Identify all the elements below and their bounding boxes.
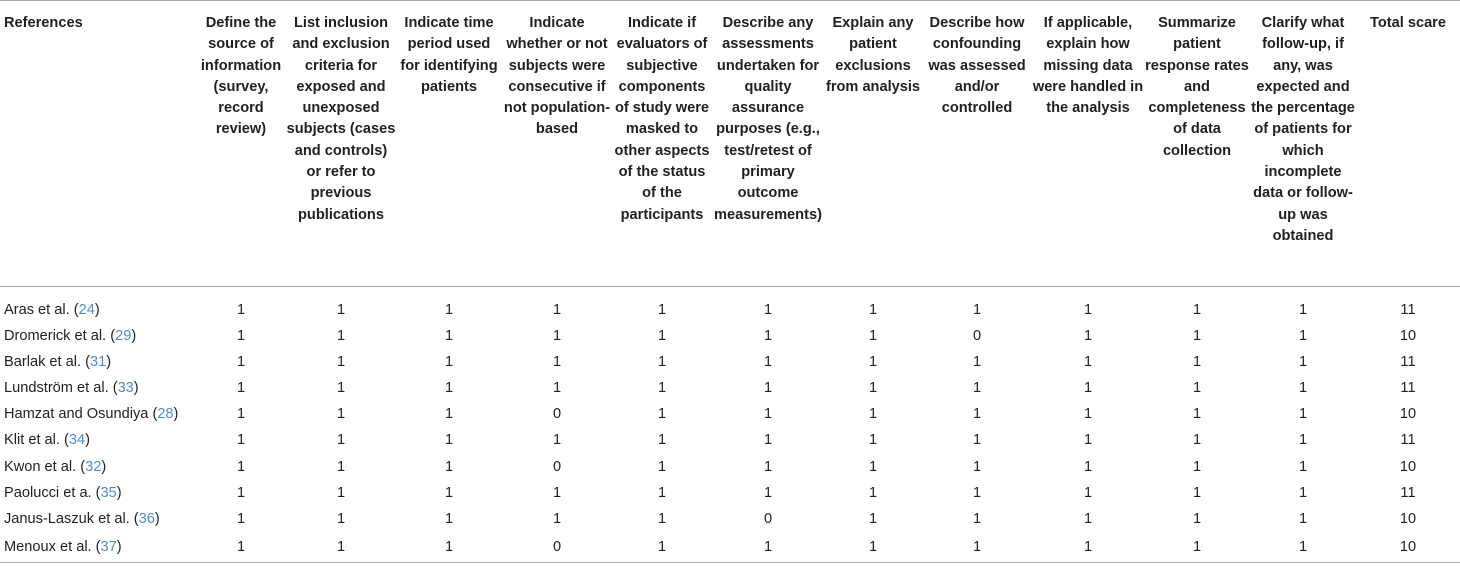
reference-tail: ) — [101, 458, 107, 475]
citation-link[interactable]: 35 — [100, 484, 117, 501]
header-missing-data: If applicable, explain how missing data were handled in the analysis — [1032, 1, 1144, 287]
score-cell: 1 — [1298, 432, 1308, 449]
score-cell: 1 — [763, 353, 773, 370]
reference-tail: ) — [94, 301, 100, 318]
score-cell: 1 — [236, 510, 246, 527]
reference-name: Janus-Laszuk et al. ( — [4, 510, 139, 527]
score-cell: 1 — [552, 301, 562, 318]
header-row — [0, 1, 1460, 287]
reference-cell — [0, 506, 196, 532]
total-score-cell: 11 — [1400, 432, 1416, 449]
table-row — [0, 287, 1460, 323]
score-cell: 1 — [1083, 327, 1093, 344]
score-cell: 1 — [1083, 353, 1093, 370]
score-cell: 1 — [1083, 484, 1093, 501]
header-masked-evaluators: Indicate if evaluators of subjective components of study were masked to other aspects of the status of the participants — [612, 1, 712, 287]
score-cell: 1 — [444, 458, 454, 475]
score-cell: 1 — [657, 353, 667, 370]
reference-name: Dromerick et al. ( — [4, 327, 116, 344]
score-cell: 1 — [336, 353, 346, 370]
score-cell: 1 — [1298, 406, 1308, 423]
score-cell: 1 — [1192, 484, 1202, 501]
score-cell: 1 — [444, 484, 454, 501]
score-cell: 0 — [972, 327, 982, 344]
score-cell: 1 — [552, 353, 562, 370]
reference-name: Hamzat and Osundiya ( — [4, 406, 158, 423]
score-cell: 1 — [236, 327, 246, 344]
score-cell: 1 — [336, 327, 346, 344]
score-cell: 1 — [657, 432, 667, 449]
score-cell: 1 — [1192, 432, 1202, 449]
score-cell: 1 — [972, 510, 982, 527]
header-response-rates: Summarize patient response rates and completeness of data collection — [1144, 1, 1250, 287]
score-cell: 1 — [444, 432, 454, 449]
table-row — [0, 349, 1460, 375]
header-follow-up: Clarify what follow-up, if any, was expected and the percentage of patients for which incomplete data or follow-up was obtained — [1250, 1, 1356, 287]
score-cell: 1 — [552, 327, 562, 344]
citation-link[interactable]: 32 — [85, 458, 102, 475]
score-cell: 1 — [657, 301, 667, 318]
score-cell: 1 — [444, 301, 454, 318]
citation-link[interactable]: 36 — [138, 510, 155, 527]
reference-tail: ) — [133, 379, 139, 396]
citation-link[interactable]: 29 — [115, 327, 132, 344]
header-total-score: Total scare — [1356, 1, 1460, 287]
score-cell: 1 — [236, 432, 246, 449]
total-score-cell: 11 — [1400, 301, 1416, 318]
total-score-cell: 10 — [1399, 327, 1417, 344]
score-cell: 1 — [552, 484, 562, 501]
score-cell: 1 — [336, 458, 346, 475]
score-cell: 1 — [1083, 406, 1093, 423]
score-cell: 1 — [657, 458, 667, 475]
score-cell: 1 — [1298, 353, 1308, 370]
header-time-period: Indicate time period used for identifying patients — [396, 1, 502, 287]
score-cell: 1 — [336, 379, 346, 396]
score-cell: 1 — [868, 458, 878, 475]
score-cell: 1 — [868, 327, 878, 344]
score-cell: 1 — [1250, 532, 1356, 563]
score-cell: 1 — [444, 379, 454, 396]
table-row — [0, 453, 1460, 479]
score-cell: 1 — [868, 510, 878, 527]
score-cell: 1 — [286, 532, 396, 563]
reference-tail: ) — [85, 432, 90, 449]
table-row — [0, 506, 1460, 532]
score-cell: 1 — [1192, 327, 1202, 344]
score-cell: 1 — [868, 301, 878, 318]
table-row — [0, 323, 1460, 349]
score-cell: 1 — [336, 406, 346, 423]
score-cell: 1 — [763, 406, 773, 423]
reference-name: Barlak et al. ( — [4, 353, 90, 370]
score-cell: 1 — [1083, 510, 1093, 527]
score-cell: 1 — [868, 484, 878, 501]
score-cell: 1 — [612, 532, 712, 563]
score-cell: 1 — [1083, 379, 1093, 396]
reference-name: Paolucci et a. ( — [4, 484, 101, 501]
reference-name: Kwon et al. ( — [4, 458, 86, 475]
citation-link[interactable]: 31 — [89, 353, 107, 370]
header-confounding: Describe how confounding was assessed and/or controlled — [922, 1, 1032, 287]
score-cell: 1 — [972, 432, 982, 449]
total-score-cell: 10 — [1399, 458, 1417, 475]
score-cell: 1 — [763, 327, 773, 344]
score-cell: 1 — [1192, 458, 1202, 475]
score-cell: 1 — [1192, 379, 1202, 396]
citation-link[interactable]: 34 — [68, 432, 86, 449]
total-score-cell: 10 — [1356, 532, 1460, 563]
reference-cell — [0, 323, 196, 349]
citation-link[interactable]: 33 — [117, 379, 134, 396]
score-cell: 1 — [922, 532, 1032, 563]
header-inclusion-exclusion: List inclusion and exclusion criteria for exposed and unexposed subjects (cases and controls) or refer to previous publications — [286, 1, 396, 287]
score-cell: 1 — [236, 301, 246, 318]
table-row — [0, 401, 1460, 427]
score-cell: 1 — [1298, 484, 1308, 501]
score-cell: 1 — [657, 406, 667, 423]
score-cell: 1 — [552, 510, 562, 527]
score-cell: 1 — [552, 432, 562, 449]
score-cell: 1 — [868, 379, 878, 396]
score-cell: 1 — [336, 510, 346, 527]
table-row — [0, 532, 1460, 563]
citation-link[interactable]: 37 — [100, 539, 117, 555]
citation-link[interactable]: 24 — [78, 301, 95, 318]
score-cell: 0 — [552, 458, 562, 475]
score-cell: 1 — [868, 432, 878, 449]
score-cell: 1 — [1298, 379, 1308, 396]
score-cell: 0 — [502, 532, 612, 563]
score-cell: 1 — [336, 301, 346, 318]
header-quality-assurance: Describe any assessments undertaken for quality assurance purposes (e.g., test/retest of primary outcome measurements) — [712, 1, 824, 287]
score-cell: 1 — [236, 406, 246, 423]
total-score-cell: 10 — [1399, 510, 1417, 527]
reference-cell — [0, 349, 196, 375]
reference-cell — [0, 453, 196, 479]
score-cell: 1 — [763, 458, 773, 475]
score-cell: 1 — [1298, 510, 1308, 527]
score-cell: 1 — [444, 406, 454, 423]
total-score-cell: 11 — [1400, 484, 1416, 501]
score-cell: 1 — [1083, 301, 1093, 318]
score-cell: 1 — [972, 406, 982, 423]
score-cell: 1 — [1144, 532, 1250, 563]
score-cell: 1 — [236, 353, 246, 370]
score-cell: 1 — [336, 432, 346, 449]
reference-name: Aras et al. ( — [4, 301, 79, 318]
score-cell: 1 — [1298, 458, 1308, 475]
score-cell: 1 — [1083, 432, 1093, 449]
score-cell: 1 — [396, 532, 502, 563]
score-cell: 1 — [763, 379, 773, 396]
score-cell: 1 — [763, 301, 773, 318]
reference-name: Lundström et al. ( — [4, 379, 118, 396]
reference-cell — [0, 375, 196, 401]
score-cell: 1 — [972, 301, 982, 318]
reference-cell — [0, 427, 196, 453]
score-cell: 1 — [657, 379, 667, 396]
table-row — [0, 427, 1460, 453]
reference-tail: ) — [116, 539, 122, 555]
score-cell: 1 — [196, 532, 286, 563]
reference-cell — [0, 287, 196, 323]
total-score-cell: 10 — [1399, 406, 1417, 423]
score-cell: 1 — [1192, 406, 1202, 423]
total-score-cell: 11 — [1400, 353, 1416, 370]
header-references: References — [0, 1, 196, 287]
score-cell: 1 — [657, 510, 667, 527]
score-cell: 0 — [552, 406, 562, 423]
score-cell: 1 — [1032, 532, 1144, 563]
score-cell: 1 — [763, 432, 773, 449]
reference-tail: ) — [106, 353, 112, 370]
score-cell: 1 — [868, 353, 878, 370]
header-source-of-information: Define the source of information (survey, record review) — [196, 1, 286, 287]
score-cell: 1 — [1192, 353, 1202, 370]
score-cell: 0 — [763, 510, 773, 527]
score-cell: 1 — [763, 484, 773, 501]
score-cell: 1 — [657, 484, 667, 501]
score-cell: 1 — [1298, 327, 1308, 344]
reference-name: Klit et al. ( — [4, 432, 69, 449]
reference-cell — [0, 480, 196, 506]
score-cell: 1 — [236, 458, 246, 475]
score-cell: 1 — [444, 353, 454, 370]
header-patient-exclusions: Explain any patient exclusions from analysis — [824, 1, 922, 287]
reference-cell — [0, 532, 196, 563]
table-body — [0, 287, 1460, 563]
score-cell: 1 — [972, 484, 982, 501]
table-row — [0, 375, 1460, 401]
score-cell: 1 — [444, 510, 454, 527]
reference-tail: ) — [131, 327, 137, 344]
score-cell: 1 — [972, 379, 982, 396]
reference-tail: ) — [154, 510, 160, 527]
reference-tail: ) — [116, 484, 122, 501]
score-cell: 1 — [1083, 458, 1093, 475]
reference-cell — [0, 401, 196, 427]
citation-link[interactable]: 28 — [157, 406, 174, 423]
score-cell: 1 — [444, 327, 454, 344]
score-cell: 1 — [552, 379, 562, 396]
score-cell: 1 — [236, 379, 246, 396]
header-consecutive: Indicate whether or not subjects were consecutive if not population-based — [502, 1, 612, 287]
total-score-cell: 11 — [1400, 379, 1416, 396]
score-cell: 1 — [972, 353, 982, 370]
score-cell: 1 — [1298, 301, 1308, 318]
reference-name: Menoux et al. ( — [4, 539, 101, 555]
table-row — [0, 480, 1460, 506]
reference-tail: ) — [173, 406, 179, 423]
score-cell: 1 — [657, 327, 667, 344]
score-cell: 1 — [824, 532, 922, 563]
score-cell: 1 — [1192, 510, 1202, 527]
score-cell: 1 — [972, 458, 982, 475]
score-cell: 1 — [712, 532, 824, 563]
score-cell: 1 — [868, 406, 878, 423]
score-cell: 1 — [236, 484, 246, 501]
score-cell: 1 — [336, 484, 346, 501]
score-cell: 1 — [1192, 301, 1202, 318]
